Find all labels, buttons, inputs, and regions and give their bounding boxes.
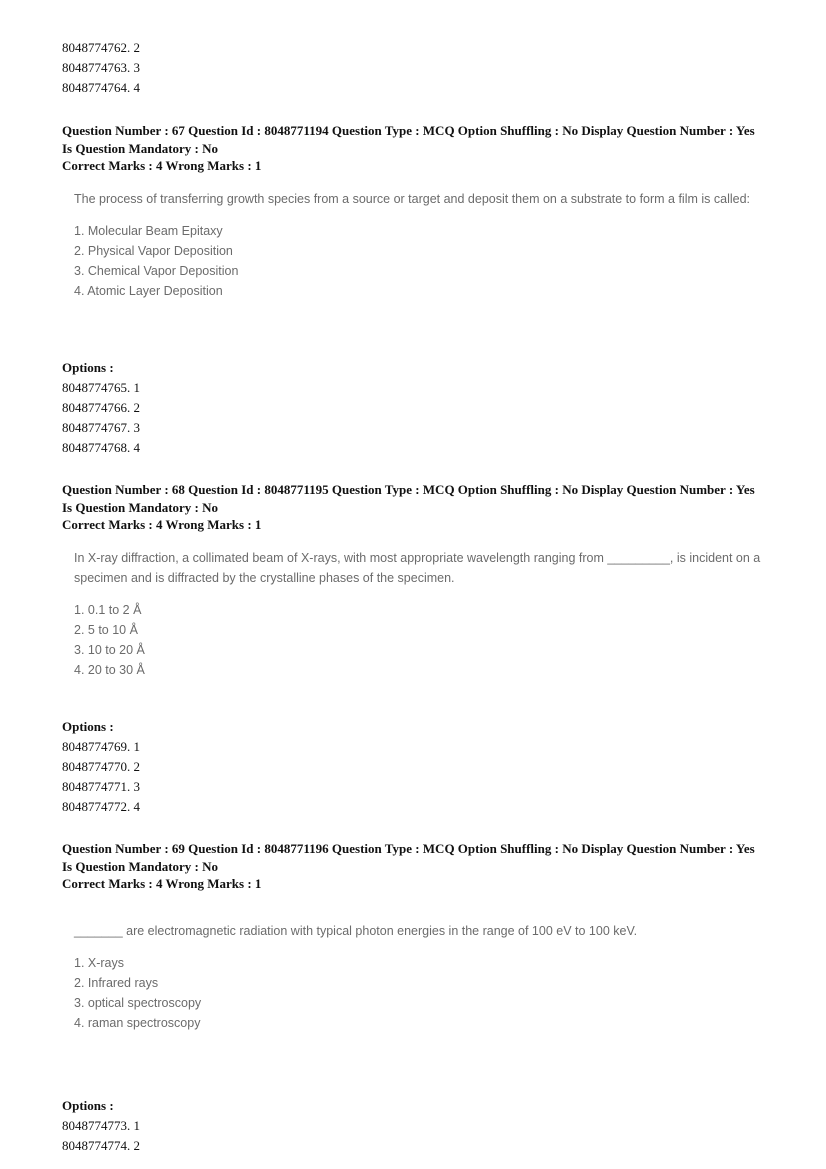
marks-line: Correct Marks : 4 Wrong Marks : 1 [62,517,262,532]
mandatory-line: Is Question Mandatory : No [62,499,219,515]
option-id: 8048774768. 4 [62,440,140,455]
question-image [74,921,782,1033]
question-meta [62,481,782,534]
option-id: 8048774771. 3 [62,779,140,794]
options-heading: Options : [62,360,114,375]
choice: 2. Physical Vapor Deposition [74,243,233,258]
question-67 [62,122,782,455]
options-heading: Options : [62,719,114,734]
option-id: 8048774765. 1 [62,380,140,395]
mandatory-line: Is Question Mandatory : No [62,858,219,874]
question-meta-line: Question Number : 67 Question Id : 8048771194 Question Type : MCQ Option Shuffling : No Display Question Number : Yes [62,123,755,138]
mandatory-line: Is Question Mandatory : No [62,140,219,156]
marks-line: Correct Marks : 4 Wrong Marks : 1 [62,876,262,891]
question-meta [62,122,782,175]
option-id: 8048774764. 4 [62,80,140,95]
choice: 3. 10 to 20 Å [74,642,145,657]
choice: 4. raman spectroscopy [74,1015,201,1030]
choice: 3. optical spectroscopy [74,995,202,1010]
choice: 2. 5 to 10 Å [74,622,138,637]
previous-options [62,38,782,98]
question-image [74,548,782,680]
question-text: _______ are electromagnetic radiation with typical photon energies in the range of 100 eV to 100 keV. [74,923,638,938]
option-id: 8048774770. 2 [62,759,140,774]
option-id: 8048774772. 4 [62,799,140,814]
choice: 2. Infrared rays [74,975,159,990]
option-id: 8048774774. 2 [62,1138,140,1153]
question-image [74,189,782,301]
question-meta-line: Question Number : 69 Question Id : 8048771196 Question Type : MCQ Option Shuffling : No Display Question Number : Yes [62,841,755,856]
question-68 [62,481,782,814]
choice: 3. Chemical Vapor Deposition [74,263,239,278]
options-heading: Options : [62,1098,114,1113]
choice: 1. 0.1 to 2 Å [74,602,142,617]
option-id: 8048774769. 1 [62,739,140,754]
question-choices [74,953,782,1033]
options-list [62,1096,140,1156]
question-meta-line: Question Number : 68 Question Id : 8048771195 Question Type : MCQ Option Shuffling : No Display Question Number : Yes [62,482,755,497]
question-choices [74,600,782,680]
choice: 1. X-rays [74,955,125,970]
choice: 1. Molecular Beam Epitaxy [74,223,223,238]
question-69 [62,840,782,1153]
question-text: In X-ray diffraction, a collimated beam of X-rays, with most appropriate wavelength ranging from _________, is incident on a specimen and is diffracted by the crystalline phases of the specimen. [74,550,761,585]
option-id: 8048774762. 2 [62,40,140,55]
question-meta [62,840,782,893]
question-text: The process of transferring growth species from a source or target and deposit them on a substrate to form a film is called: [74,191,751,206]
choice: 4. Atomic Layer Deposition [74,283,223,298]
option-id: 8048774767. 3 [62,420,140,435]
option-id: 8048774766. 2 [62,400,140,415]
choice: 4. 20 to 30 Å [74,662,145,677]
option-id: 8048774773. 1 [62,1118,140,1133]
options-list [62,717,140,817]
question-choices [74,221,782,301]
option-id: 8048774763. 3 [62,60,140,75]
options-list [62,358,140,458]
marks-line: Correct Marks : 4 Wrong Marks : 1 [62,158,262,173]
